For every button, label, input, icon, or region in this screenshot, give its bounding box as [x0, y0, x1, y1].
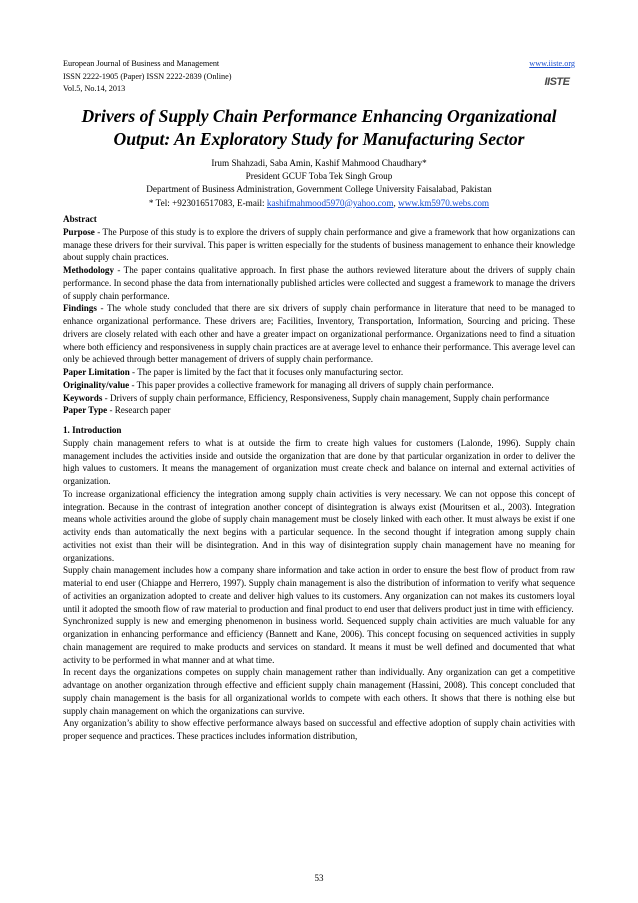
website-link[interactable]: www.km5970.webs.com [398, 197, 490, 208]
affiliation-department: Department of Business Administration, Government College University Faisalabad, Pakistan [146, 184, 492, 195]
findings-label: Findings [63, 303, 97, 314]
originality-text: - This paper provides a collective framework for managing all drivers of supply chain performance. [129, 379, 494, 390]
intro-paragraph: Supply chain management refers to what is at outside the firm to create high values for customers (Lalonde, 1996). Supply chain management includes the activities inside and outside the organization that are done by that particular organization in order to deliver the high values to customers. It means the management of organization must create check and balance on internal and external activities of organization. [63, 437, 575, 486]
abstract-keywords [63, 392, 575, 405]
methodology-text: - The paper contains qualitative approach. In first phase the authors reviewed literature about the drivers of supply chain performance. In second phase the data from internationally published articles were collected and suggest a framework to manage the drivers of supply chain performance. [63, 265, 575, 301]
abstract-paper-type [63, 404, 575, 417]
limitation-label: Paper Limitation [63, 367, 130, 377]
intro-paragraph: In recent days the organizations competes on supply chain management rather than individually. Any organization can get a competitive advantage on another organization through effective and efficient supply chain management (Hassini, 2008). This concept concluded that supply chain management is the basis for all organizational worlds to compete with each others. It shows that there is nothing else but supply chain management on which the organizations can survive. [63, 667, 575, 716]
volume-line: Vol.5, No.14, 2013 [63, 84, 126, 94]
abstract-heading: Abstract [63, 214, 97, 224]
author-block [63, 157, 575, 210]
paper-type-text: - Research paper [107, 405, 171, 416]
purpose-text: - The Purpose of this study is to explore the drivers of supply chain performance and give a framework that how organizations can manage these drivers for their survival. This paper is written especially for the students of business management to enhance their knowledge about supply chain practices. [63, 226, 575, 263]
issn-line: ISSN 2222-1905 (Paper) ISSN 2222-2839 (Online) [63, 71, 232, 81]
logo-wordmark: IISTE [544, 76, 570, 88]
title-line-1: Drivers of Supply Chain Performance Enhancing Organizational [81, 106, 557, 126]
intro-paragraph: Any organization’s ability to show effective performance always based on successful and effective adoption of supply chain activities with proper sequence and practices. These practices includes information distribution, [63, 718, 575, 741]
section-gap [63, 417, 575, 424]
contact-sep: , [393, 197, 399, 208]
contact-prefix: * Tel: +923016517083, E-mail: [148, 197, 267, 208]
methodology-label: Methodology [63, 265, 115, 275]
introduction-heading: 1. Introduction [63, 425, 122, 435]
keywords-text: - Drivers of supply chain performance, Efficiency, Responsiveness, Supply chain management, Supply chain performance [102, 392, 550, 403]
paper-type-label: Paper Type [63, 405, 108, 416]
abstract-findings [63, 302, 575, 366]
intro-paragraph: Synchronized supply is new and emerging phenomenon in business world. Sequenced supply chain activities are much valuable for any organization in enhancing performance and efficiency (Bannett and Kane, 2006). This concept focusing on sequenced activities in supply chain management are required to make products and services on standard. It means it must be well defined and documented that what activity to be performed in what manner and at what time. [63, 616, 575, 665]
email-link[interactable]: kashifmahmood5970@yahoo.com [266, 197, 394, 208]
abstract-methodology [63, 264, 575, 302]
abstract-originality [63, 379, 575, 392]
paper-body [63, 213, 575, 743]
journal-url-link[interactable]: www.iiste.org [529, 59, 575, 68]
title-line-2: Output: An Exploratory Study for Manufacturing Sector [113, 129, 525, 149]
paper-title [63, 105, 575, 151]
purpose-label: Purpose [63, 226, 95, 237]
iiste-logo [543, 71, 571, 93]
page-number: 53 [314, 873, 324, 883]
intro-paragraph: To increase organizational efficiency the integration among supply chain activities is very necessary. We can not oppose this concept of integration. Because in the contrast of integration another concept of disintegration is always exist (Mouritsen et al., 2003). Integration means whole activities around the globe of supply chain management must be closely linked with each other. It must always be exist if one activity ends than automatically the next begins with a particular sequence. In the second thought if integration among supply chain activities not exist than their will be disintegration. And in this way of disintegration supply chain management have no meaning for organizations. [63, 488, 575, 563]
authors: Irum Shahzadi, Saba Amin, Kashif Mahmood Chaudhary* [211, 158, 427, 168]
abstract-purpose [63, 226, 575, 264]
running-header [63, 58, 575, 96]
originality-label: Originality/value [63, 379, 130, 390]
journal-name: European Journal of Business and Management [63, 59, 220, 68]
findings-text: - The whole study concluded that there are six drivers of supply chain performance in literature that need to be managed to enhance organizational performance. These drivers are; Facilities, Inventory, Transportation, Information, Sourcing and pricing. These drivers are closely related with each other and have a greater impact on organizational performance. Organizations need to find a situation where both efficiency and responsiveness in supply chain practices are at average level to enhance their performance. This average level can only be achieved through better management of drivers of supply chain performance. [63, 303, 575, 365]
intro-paragraph: Supply chain management includes how a company share information and take action in order to ensure the best flow of product from raw material to end user (Chiappe and Herrero, 1997). Supply chain management is also the distribution of information to verify what sequence of activities an organization adopted to create and deliver high values to its customers. Any organization can not makes its customers loyal until it adopted the smooth flow of raw material to production and final product to end user that delivers product just in time with efficiency. [63, 565, 575, 614]
abstract-limitation [63, 366, 575, 379]
limitation-text: - The paper is limited by the fact that it focuses only manufacturing sector. [129, 367, 404, 377]
affiliation-group: President GCUF Toba Tek Singh Group [245, 171, 393, 182]
keywords-label: Keywords [63, 392, 103, 403]
contact-line [63, 197, 575, 210]
